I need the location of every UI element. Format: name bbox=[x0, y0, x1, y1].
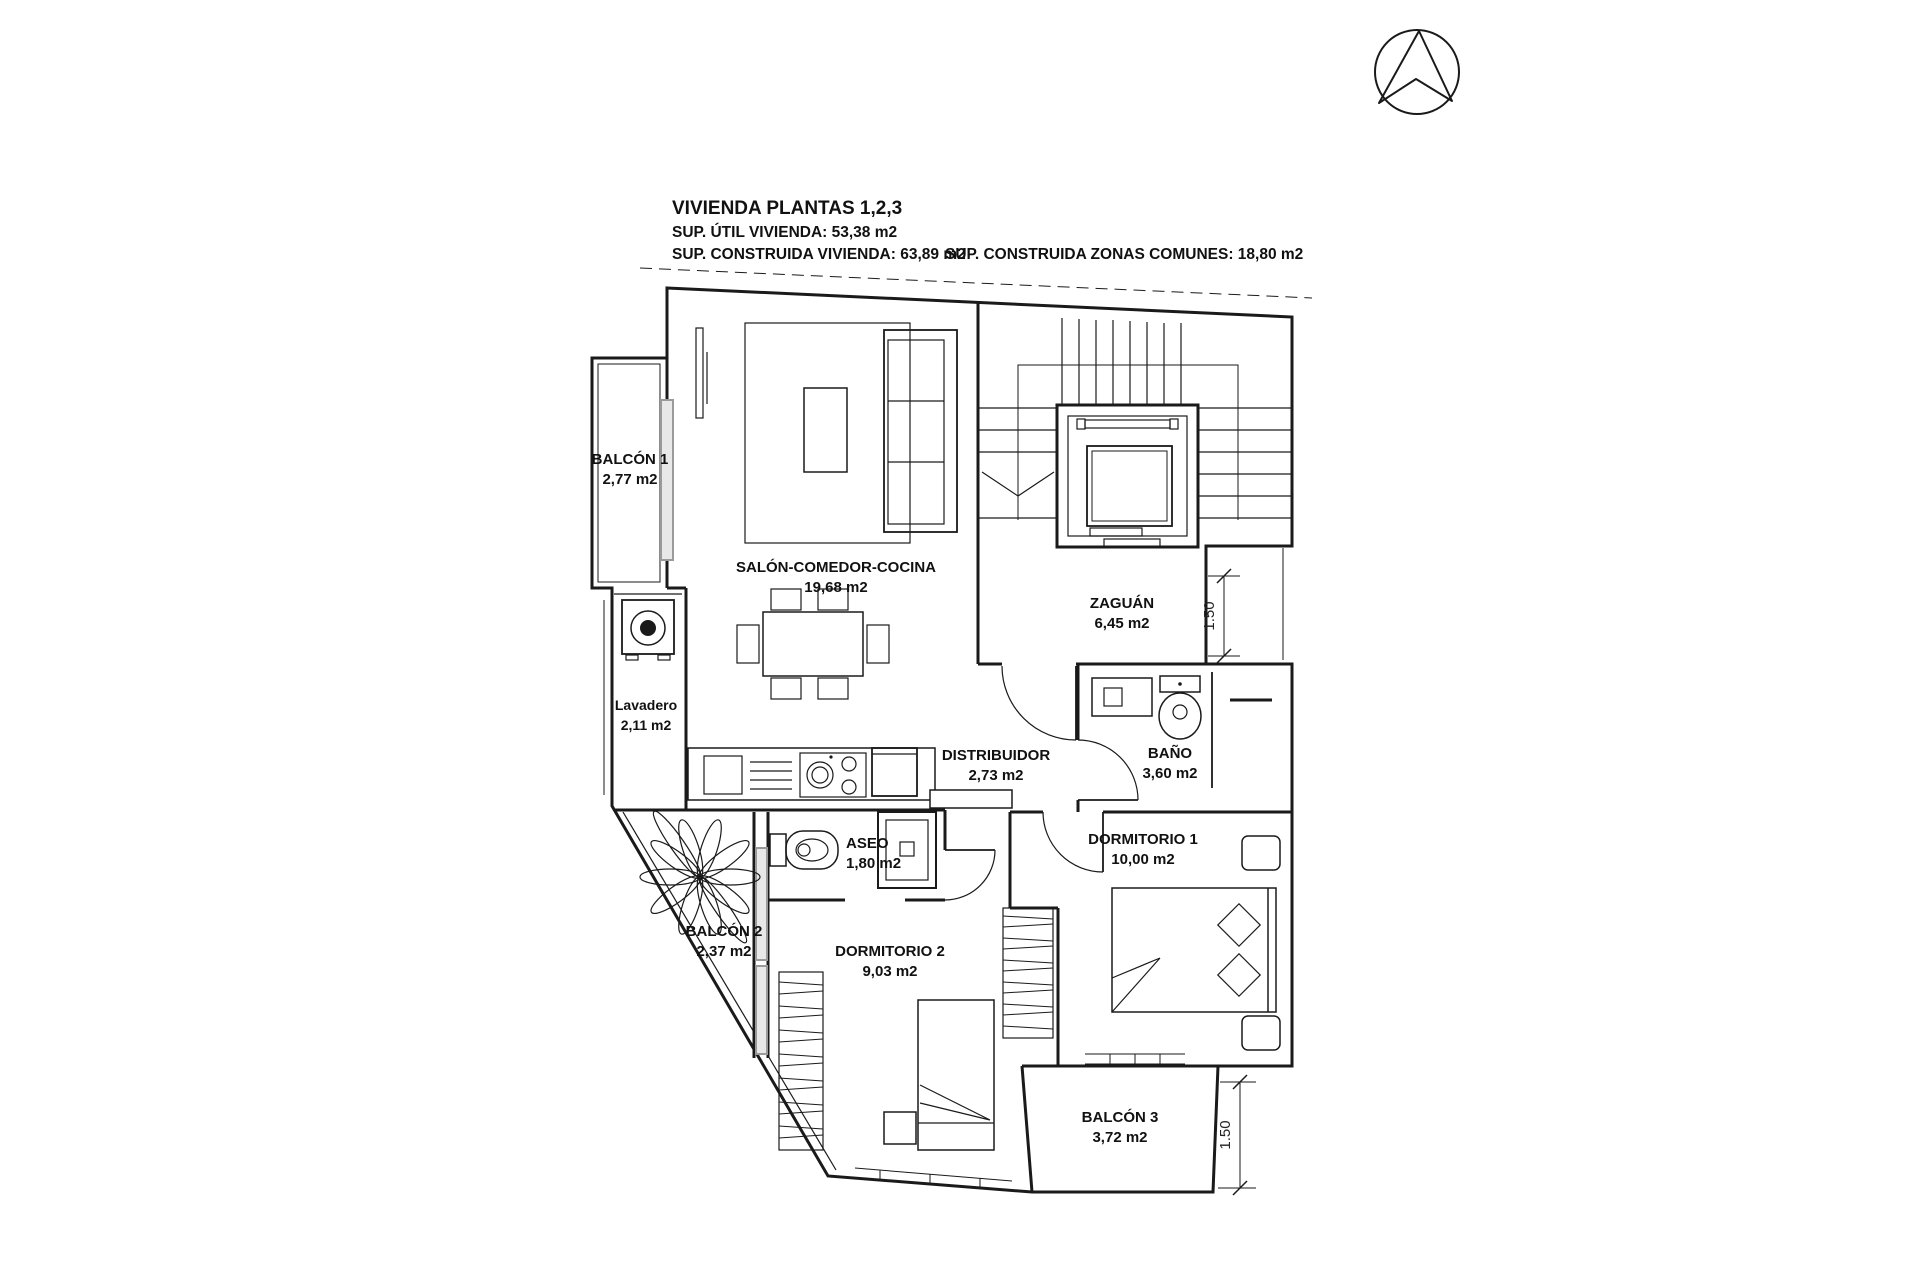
room-area-balcon1: 2,77 m2 bbox=[602, 471, 658, 488]
bedside-table bbox=[884, 1112, 916, 1144]
room-area-aseo: 1,80 m2 bbox=[846, 855, 902, 872]
sofa bbox=[884, 330, 957, 532]
shower-drain bbox=[900, 842, 914, 856]
elevator-door-bar bbox=[1085, 420, 1170, 428]
blanket-fold bbox=[1112, 958, 1160, 1012]
chair bbox=[771, 678, 801, 699]
toilet-bowl bbox=[1159, 693, 1201, 739]
dorm1-bottom-window bbox=[1085, 1054, 1185, 1064]
aseo-toilet-drain bbox=[798, 844, 810, 856]
aseo-toilet-bowl bbox=[786, 831, 838, 869]
kitchen-peninsula bbox=[930, 790, 1012, 808]
aseo-toilet-bowl-inner bbox=[796, 839, 828, 861]
room-area-zaguan: 6,45 m2 bbox=[1094, 615, 1150, 632]
room-area-dormitorio1: 10,00 m2 bbox=[1111, 851, 1175, 868]
dorm2-window-b bbox=[756, 966, 767, 1054]
north-arrow-icon bbox=[1375, 30, 1459, 114]
toilet-bowl-inner bbox=[1173, 705, 1187, 719]
room-area-balcon3: 3,72 m2 bbox=[1092, 1129, 1148, 1146]
aseo-door-arc bbox=[945, 850, 995, 900]
pillow bbox=[1218, 904, 1260, 946]
built-area-line: SUP. CONSTRUIDA VIVIENDA: 63,89 m2 bbox=[672, 246, 966, 263]
chair bbox=[867, 625, 889, 663]
elevator-car bbox=[1087, 446, 1172, 526]
useful-area-line: SUP. ÚTIL VIVIENDA: 53,38 m2 bbox=[672, 224, 898, 241]
hob-knob bbox=[829, 755, 832, 758]
stair-handrail bbox=[1018, 365, 1238, 520]
laundry bbox=[614, 594, 682, 660]
washing-machine-drum bbox=[640, 620, 656, 636]
title-block bbox=[672, 198, 1303, 263]
staircase bbox=[978, 318, 1292, 520]
room-label-aseo: ASEO bbox=[846, 835, 889, 852]
room-area-salon: 19,68 m2 bbox=[804, 579, 868, 596]
chair bbox=[737, 625, 759, 663]
wardrobe-hangers bbox=[1003, 916, 1053, 1029]
entrance-door-arc bbox=[1002, 666, 1076, 740]
room-label-salon: SALÓN-COMEDOR-COCINA bbox=[736, 559, 936, 576]
room-label-balcon2: BALCÓN 2 bbox=[685, 923, 763, 940]
nightstand bbox=[1242, 1016, 1280, 1050]
north-arrow-circle bbox=[1375, 30, 1459, 114]
living-balcony1-window bbox=[661, 400, 673, 560]
elevator-car-door-a bbox=[1090, 528, 1142, 536]
room-area-balcon2: 2,37 m2 bbox=[696, 943, 752, 960]
room-label-dormitorio2: DORMITORIO 2 bbox=[835, 943, 945, 960]
common-area-line: SUP. CONSTRUIDA ZONAS COMUNES: 18,80 m2 bbox=[945, 246, 1304, 263]
wardrobe-frame bbox=[779, 972, 823, 1150]
bed-single bbox=[918, 1000, 994, 1150]
room-label-balcon1: BALCÓN 1 bbox=[591, 451, 669, 468]
pillow bbox=[1218, 954, 1260, 996]
coffee-table bbox=[804, 388, 847, 472]
elevator-door-cap-left bbox=[1077, 419, 1085, 429]
chair bbox=[771, 589, 801, 610]
chair bbox=[818, 678, 848, 699]
rug bbox=[745, 323, 910, 543]
plan-title: VIVIENDA PLANTAS 1,2,3 bbox=[672, 198, 903, 219]
living-room-furniture bbox=[696, 323, 957, 543]
room-area-dormitorio2: 9,03 m2 bbox=[862, 963, 918, 980]
bed-single-fold bbox=[918, 1085, 994, 1123]
room-area-lavadero: 2,11 m2 bbox=[620, 717, 672, 733]
north-arrow-pointer bbox=[1379, 31, 1452, 103]
elevator-door-cap-right bbox=[1170, 419, 1178, 429]
elevator-car-inner bbox=[1092, 451, 1167, 521]
nightstand bbox=[1242, 836, 1280, 870]
vanity-basin bbox=[1104, 688, 1122, 706]
tv-board bbox=[696, 328, 703, 418]
room-label-zaguan: ZAGUÁN bbox=[1089, 595, 1155, 612]
sofa-cushion-lines bbox=[888, 401, 944, 462]
wardrobe-hangers bbox=[779, 982, 823, 1138]
room-label-distribuidor: DISTRIBUIDOR bbox=[941, 747, 1051, 764]
dining-set bbox=[737, 589, 889, 699]
bano-door-arc bbox=[1078, 740, 1138, 800]
toilet-button bbox=[1178, 682, 1182, 686]
washing-machine-foot bbox=[626, 655, 638, 660]
washing-machine-foot bbox=[658, 655, 670, 660]
room-label-lavadero: Lavadero bbox=[614, 697, 678, 713]
elevator-shaft-inner bbox=[1068, 416, 1187, 536]
sofa-cushions bbox=[888, 340, 944, 524]
dorm1-furniture bbox=[1112, 836, 1280, 1050]
bed-double bbox=[1112, 888, 1276, 1012]
stair-treads bbox=[978, 318, 1292, 518]
wardrobe-left bbox=[779, 972, 823, 1150]
sofa-body bbox=[884, 330, 957, 532]
aseo-toilet-tank bbox=[770, 834, 786, 866]
room-label-dormitorio1: DORMITORIO 1 bbox=[1088, 831, 1198, 848]
dimension-text: 1.50 bbox=[1201, 601, 1218, 631]
room-area-distribuidor: 2,73 m2 bbox=[968, 767, 1024, 784]
dimension-balcony3 bbox=[1217, 1075, 1256, 1195]
dimension-text: 1.50 bbox=[1217, 1120, 1234, 1150]
tv-unit bbox=[696, 328, 707, 418]
wardrobe-frame bbox=[1003, 908, 1053, 1038]
elevator bbox=[1057, 405, 1198, 547]
room-area-bano: 3,60 m2 bbox=[1142, 765, 1198, 782]
wardrobe-right bbox=[1003, 908, 1053, 1038]
room-label-bano: BAÑO bbox=[1147, 745, 1193, 762]
dorm2-window-a bbox=[756, 848, 767, 960]
property-line bbox=[640, 268, 1312, 298]
dining-table bbox=[763, 612, 863, 676]
room-label-balcon3: BALCÓN 3 bbox=[1081, 1109, 1159, 1126]
